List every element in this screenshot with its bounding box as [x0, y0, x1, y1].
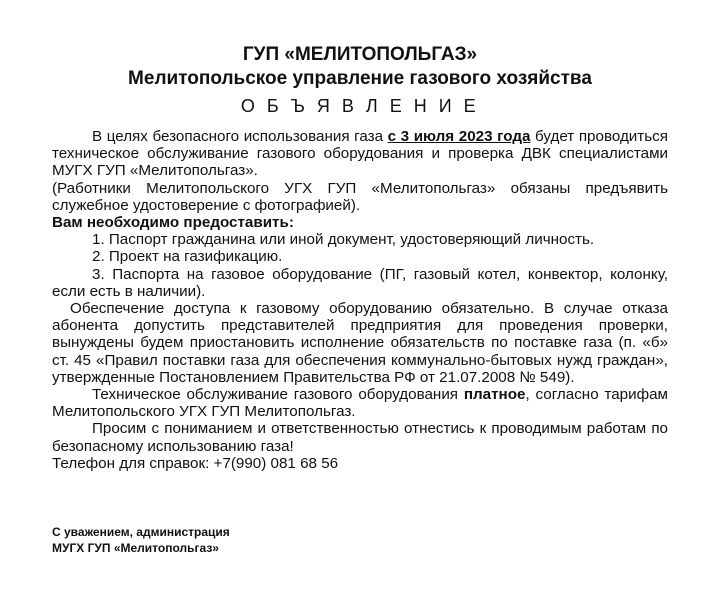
requirement-item-3: 3. Паспорта на газовое оборудование (ПГ, газовый котел, конвектор, колонку, если есть в наличии). [52, 265, 668, 300]
paid-text-end: , согласно тарифам Мелитопольского УГХ ГУП Мелитопольгаз. [52, 386, 668, 421]
intro-paragraph [52, 128, 668, 180]
department-name: Мелитопольское управление газового хозяйства [128, 68, 592, 89]
requirements-heading: Вам необходимо предоставить: [52, 214, 294, 232]
signature-line-2: МУГХ ГУП «Мелитопольгаз» [52, 541, 219, 555]
request-paragraph: Просим с пониманием и ответственностью отнестись к проводимым работам по безопасному использованию газа! [52, 420, 668, 455]
document-title: О Б Ъ Я В Л Е Н И Е [240, 96, 480, 116]
paid-word: платное [463, 386, 526, 404]
intro-text-start: В целях безопасного использования газа [92, 128, 388, 145]
intro-text-end: будет проводиться техническое обслуживание газового оборудования и проверка ДВК специалистами МУГХ ГУП «Мелитопольгаз». [52, 128, 668, 180]
organization-name: ГУП «МЕЛИТОПОЛЬГАЗ» [242, 44, 478, 65]
note-paragraph: (Работники Мелитопольского УГХ ГУП «Мелитопольгаз» обязаны предъявить служебное удостоверение с фотографией). [52, 179, 668, 214]
signature-line-1: С уважением, администрация [52, 525, 230, 539]
start-date: с 3 июля 2023 года [387, 128, 531, 145]
requirement-item-2: 2. Проект на газификацию. [92, 248, 283, 266]
announcement-body [52, 128, 668, 472]
access-paragraph: Обеспечение доступа к газовому оборудованию обязательно. В случае отказа абонента допустить представителей предприятия для проведения проверки, вынуждены будем приостановить исполнение обязательств по поставке газа (п. «б» ст. 45 «Правил поставки газа для обеспечения коммунально-бытовых нужд граждан», утвержденные Постановлением Правительства РФ от 21.07.2008 № 549). [52, 300, 668, 386]
paid-paragraph [52, 386, 668, 420]
signature-block [52, 524, 230, 556]
paid-text-start: Техническое обслуживание газового оборудования [92, 386, 464, 404]
requirement-item-1: 1. Паспорт гражданина или иной документ, удостоверяющий личность. [92, 231, 595, 249]
phone-line: Телефон для справок: +7(990) 081 68 56 [52, 454, 339, 472]
